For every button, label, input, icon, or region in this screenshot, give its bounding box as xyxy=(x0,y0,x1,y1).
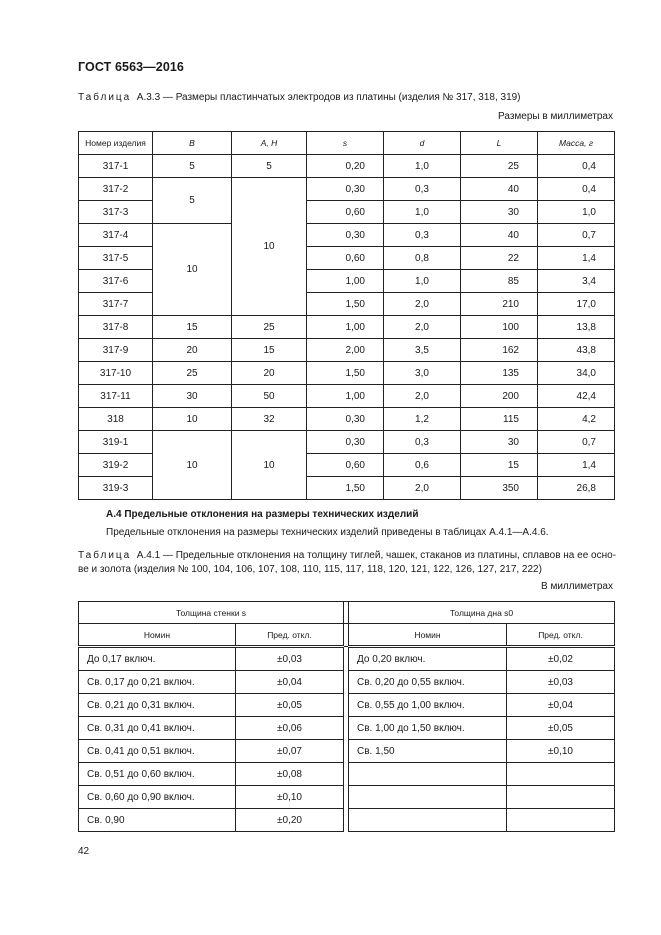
header-nomin-left: Номин xyxy=(79,624,236,647)
cell-mass: 42,4 xyxy=(538,385,615,408)
table-row xyxy=(79,694,615,717)
cell-d: 0,3 xyxy=(384,178,461,201)
cell-s: 0,30 xyxy=(307,431,384,454)
header-b: B xyxy=(153,132,232,155)
table-row xyxy=(79,155,615,178)
cell-l: 40 xyxy=(461,178,538,201)
cell-d: 3,0 xyxy=(384,362,461,385)
cell-mass: 43,8 xyxy=(538,339,615,362)
section-a4-paragraph: Предельные отклонения на размеры технических изделий приведены в таблицах А.4.1—А.4.6. xyxy=(106,527,549,538)
table1-units: Размеры в миллиметрах xyxy=(498,111,613,122)
cell-empty xyxy=(349,786,507,809)
cell-s: 0,60 xyxy=(307,201,384,224)
cell-ah: 32 xyxy=(232,408,307,431)
table1-caption-label: Таблица xyxy=(78,92,132,103)
cell-pred-left: ±0,04 xyxy=(236,671,344,694)
cell-ah: 20 xyxy=(232,362,307,385)
cell-mass: 1,0 xyxy=(538,201,615,224)
cell-s: 1,00 xyxy=(307,385,384,408)
cell-s: 1,00 xyxy=(307,316,384,339)
table-row xyxy=(79,786,615,809)
cell-nomin-right: До 0,20 включ. xyxy=(349,647,507,671)
cell-number: 319-2 xyxy=(79,454,153,477)
header-s: s xyxy=(307,132,384,155)
cell-nomin-right: Св. 1,00 до 1,50 включ. xyxy=(349,717,507,740)
cell-d: 2,0 xyxy=(384,316,461,339)
cell-s: 1,50 xyxy=(307,293,384,316)
cell-l: 25 xyxy=(461,155,538,178)
cell-pred-right: ±0,02 xyxy=(507,647,615,671)
cell-d: 0,8 xyxy=(384,247,461,270)
table-row xyxy=(79,385,615,408)
cell-nomin-left: Св. 0,41 до 0,51 включ. xyxy=(79,740,236,763)
cell-mass: 1,4 xyxy=(538,454,615,477)
header-l: L xyxy=(461,132,538,155)
cell-l: 30 xyxy=(461,431,538,454)
cell-empty xyxy=(349,809,507,832)
cell-pred-right: ±0,05 xyxy=(507,717,615,740)
cell-d: 1,0 xyxy=(384,155,461,178)
table-row xyxy=(79,763,615,786)
cell-b: 10 xyxy=(153,224,232,316)
table2-caption xyxy=(78,549,618,577)
cell-l: 40 xyxy=(461,224,538,247)
cell-l: 210 xyxy=(461,293,538,316)
table-row xyxy=(79,178,615,201)
cell-pred-left: ±0,08 xyxy=(236,763,344,786)
thickness-deviation-table xyxy=(78,601,615,832)
cell-mass: 34,0 xyxy=(538,362,615,385)
header-wall-thickness: Толщина стенки s xyxy=(79,602,344,624)
cell-number: 317-2 xyxy=(79,178,153,201)
cell-mass: 0,4 xyxy=(538,155,615,178)
cell-mass: 3,4 xyxy=(538,270,615,293)
cell-s: 1,00 xyxy=(307,270,384,293)
cell-number: 319-3 xyxy=(79,477,153,500)
cell-number: 317-1 xyxy=(79,155,153,178)
cell-l: 350 xyxy=(461,477,538,500)
cell-mass: 4,2 xyxy=(538,408,615,431)
standard-title: ГОСТ 6563—2016 xyxy=(78,60,184,74)
cell-b: 10 xyxy=(153,431,232,500)
cell-d: 1,2 xyxy=(384,408,461,431)
section-a4-heading: А.4 Предельные отклонения на размеры технических изделий xyxy=(106,509,419,520)
cell-nomin-left: Св. 0,17 до 0,21 включ. xyxy=(79,671,236,694)
cell-l: 135 xyxy=(461,362,538,385)
header-nomin-right: Номин xyxy=(349,624,507,647)
cell-d: 2,0 xyxy=(384,477,461,500)
cell-b: 15 xyxy=(153,316,232,339)
cell-d: 1,0 xyxy=(384,201,461,224)
cell-ah: 10 xyxy=(232,431,307,500)
electrode-dimensions-table xyxy=(78,131,615,500)
cell-l: 162 xyxy=(461,339,538,362)
cell-nomin-right: Св. 0,20 до 0,55 включ. xyxy=(349,671,507,694)
header-pred-left: Пред. откл. xyxy=(236,624,344,647)
cell-empty xyxy=(507,763,615,786)
cell-number: 317-5 xyxy=(79,247,153,270)
table-row xyxy=(79,316,615,339)
cell-ah: 10 xyxy=(232,178,307,316)
cell-l: 30 xyxy=(461,201,538,224)
header-item-number: Номер изделия xyxy=(79,132,153,155)
cell-number: 318 xyxy=(79,408,153,431)
cell-s: 0,60 xyxy=(307,247,384,270)
cell-nomin-right: Св. 0,55 до 1,00 включ. xyxy=(349,694,507,717)
cell-nomin-left: Св. 0,60 до 0,90 включ. xyxy=(79,786,236,809)
cell-l: 22 xyxy=(461,247,538,270)
table2-caption-label: Таблица xyxy=(78,550,132,561)
page-number: 42 xyxy=(78,846,90,857)
cell-l: 85 xyxy=(461,270,538,293)
cell-pred-left: ±0,20 xyxy=(236,809,344,832)
table1-caption xyxy=(78,92,521,103)
cell-d: 2,0 xyxy=(384,385,461,408)
table1-caption-text: А.3.3 — Размеры пластинчатых электродов из платины (изделия № 317, 318, 319) xyxy=(136,92,521,103)
cell-nomin-left: Св. 0,51 до 0,60 включ. xyxy=(79,763,236,786)
cell-empty xyxy=(507,786,615,809)
cell-s: 0,60 xyxy=(307,454,384,477)
cell-number: 317-6 xyxy=(79,270,153,293)
cell-d: 3,5 xyxy=(384,339,461,362)
cell-s: 0,30 xyxy=(307,178,384,201)
header-d: d xyxy=(384,132,461,155)
cell-mass: 0,4 xyxy=(538,178,615,201)
cell-s: 1,50 xyxy=(307,362,384,385)
cell-s: 1,50 xyxy=(307,477,384,500)
cell-mass: 17,0 xyxy=(538,293,615,316)
cell-pred-left: ±0,03 xyxy=(236,647,344,671)
cell-mass: 1,4 xyxy=(538,247,615,270)
cell-nomin-left: До 0,17 включ. xyxy=(79,647,236,671)
cell-l: 115 xyxy=(461,408,538,431)
cell-mass: 0,7 xyxy=(538,431,615,454)
cell-nomin-left: Св. 0,31 до 0,41 включ. xyxy=(79,717,236,740)
table-row xyxy=(79,362,615,385)
header-ah: A, H xyxy=(232,132,307,155)
table-row xyxy=(79,224,615,247)
table2-units: В миллиметрах xyxy=(541,581,613,592)
cell-b: 30 xyxy=(153,385,232,408)
table-row xyxy=(79,339,615,362)
cell-pred-right: ±0,03 xyxy=(507,671,615,694)
cell-d: 0,6 xyxy=(384,454,461,477)
table-row xyxy=(79,717,615,740)
cell-mass: 26,8 xyxy=(538,477,615,500)
cell-empty xyxy=(349,763,507,786)
table-header-row xyxy=(79,132,615,155)
cell-b: 25 xyxy=(153,362,232,385)
cell-number: 317-8 xyxy=(79,316,153,339)
cell-number: 317-11 xyxy=(79,385,153,408)
cell-ah: 5 xyxy=(232,155,307,178)
cell-b: 10 xyxy=(153,408,232,431)
table-row xyxy=(79,647,615,671)
cell-pred-left: ±0,05 xyxy=(236,694,344,717)
header-bottom-thickness: Толщина дна s0 xyxy=(349,602,615,624)
cell-s: 0,20 xyxy=(307,155,384,178)
table-row xyxy=(79,431,615,454)
cell-ah: 50 xyxy=(232,385,307,408)
cell-b: 5 xyxy=(153,178,232,224)
cell-number: 317-7 xyxy=(79,293,153,316)
header-mass: Масса, г xyxy=(538,132,615,155)
cell-ah: 15 xyxy=(232,339,307,362)
cell-pred-left: ±0,07 xyxy=(236,740,344,763)
cell-d: 1,0 xyxy=(384,270,461,293)
cell-pred-left: ±0,10 xyxy=(236,786,344,809)
header-pred-right: Пред. откл. xyxy=(507,624,615,647)
group-header-row xyxy=(79,602,615,624)
cell-s: 2,00 xyxy=(307,339,384,362)
cell-d: 2,0 xyxy=(384,293,461,316)
table2-caption-text: А.4.1 — Предельные отклонения на толщину тиглей, чашек, стаканов из платины, сплавов на ее осно-ве и золота (изделия № 100, 104, 106, 107, 108, 110, 115, 117, 118, 120, 121, 122, 126, 127, 217, 222) xyxy=(78,550,617,575)
cell-l: 15 xyxy=(461,454,538,477)
cell-s: 0,30 xyxy=(307,408,384,431)
cell-ah: 25 xyxy=(232,316,307,339)
cell-mass: 0,7 xyxy=(538,224,615,247)
cell-l: 200 xyxy=(461,385,538,408)
cell-d: 0,3 xyxy=(384,224,461,247)
sub-header-row xyxy=(79,624,615,647)
table-row xyxy=(79,809,615,832)
cell-pred-left: ±0,06 xyxy=(236,717,344,740)
cell-b: 20 xyxy=(153,339,232,362)
cell-s: 0,30 xyxy=(307,224,384,247)
cell-number: 317-4 xyxy=(79,224,153,247)
cell-pred-right: ±0,04 xyxy=(507,694,615,717)
table-row xyxy=(79,408,615,431)
cell-number: 317-10 xyxy=(79,362,153,385)
table-row xyxy=(79,740,615,763)
cell-b: 5 xyxy=(153,155,232,178)
cell-l: 100 xyxy=(461,316,538,339)
cell-pred-right: ±0,10 xyxy=(507,740,615,763)
cell-nomin-right: Св. 1,50 xyxy=(349,740,507,763)
cell-mass: 13,8 xyxy=(538,316,615,339)
cell-number: 319-1 xyxy=(79,431,153,454)
cell-number: 317-3 xyxy=(79,201,153,224)
cell-number: 317-9 xyxy=(79,339,153,362)
cell-d: 0,3 xyxy=(384,431,461,454)
cell-nomin-left: Св. 0,21 до 0,31 включ. xyxy=(79,694,236,717)
cell-empty xyxy=(507,809,615,832)
table-row xyxy=(79,671,615,694)
cell-nomin-left: Св. 0,90 xyxy=(79,809,236,832)
